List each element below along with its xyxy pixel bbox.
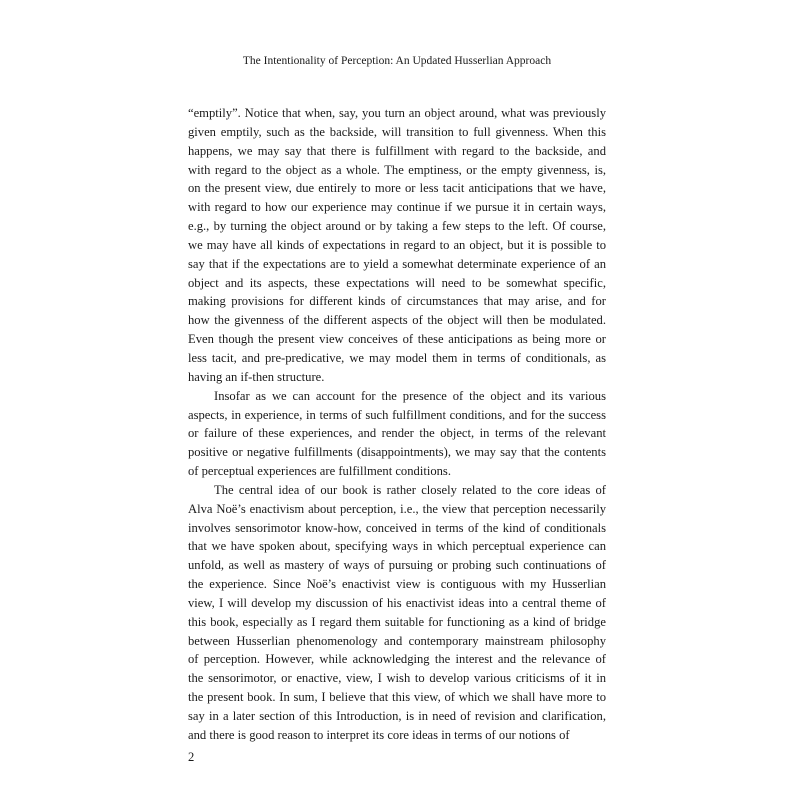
text-line: the present book. In sum, I believe that this view, of which we shall have more to	[188, 690, 606, 705]
text-line: object and its aspects, these expectations will need to be somewhat specific,	[188, 275, 606, 290]
page-number: 2	[188, 750, 195, 764]
text-line: say in a later section of this Introduction, is in need of revision and clarification,	[188, 709, 606, 723]
text-line: between Husserlian phenomenology and contemporary mainstream philosophy	[188, 633, 606, 648]
text-line: given emptily, such as the backside, will transition to full givenness. When this	[188, 124, 606, 139]
text-line: Insofar as we can account for the presence of the object and its various	[214, 388, 606, 403]
text-line: say that if the expectations are to yield a somewhat determinate experience of an	[188, 256, 606, 271]
text-line: The central idea of our book is rather closely related to the core ideas of	[214, 482, 606, 497]
text-line: and there is good reason to interpret its core ideas in terms of our notions of	[188, 727, 570, 742]
text-line: the sensorimotor, or enactive, view, I wish to develop various criticisms of it in	[188, 671, 606, 686]
text-line: the experience. Since Noë’s enactivist view is contiguous with my Husserlian	[188, 577, 606, 592]
page-body	[188, 104, 606, 745]
text-line: Alva Noë’s enactivism about perception, i.e., the view that perception necessarily	[188, 501, 606, 516]
paragraph	[188, 104, 606, 387]
running-head: The Intentionality of Perception: An Updated Husserlian Approach	[242, 55, 552, 67]
text-line: happens, we may say that there is fulfillment with regard to the backside, and	[188, 143, 606, 158]
text-line: having an if-then structure.	[188, 369, 325, 384]
text-line: aspects, in experience, in terms of such fulfillment conditions, and for the success	[188, 407, 606, 422]
paragraph	[188, 387, 606, 481]
text-line: or failure of these experiences, and render the object, in terms of the relevant	[188, 426, 606, 441]
text-line: Even though the present view conceives of these anticipations as being more or	[188, 332, 606, 347]
text-line: how the givenness of the different aspects of the object will then be modulated.	[188, 313, 606, 328]
text-line: view, I will develop my discussion of his enactivist ideas into a central theme of	[188, 595, 606, 610]
text-line: on the present view, due entirely to more or less tacit anticipations that we have,	[188, 181, 606, 196]
text-line: involves sensorimotor know‐how, conceived in terms of the kind of conditionals	[188, 520, 606, 535]
text-line: making provisions for different kinds of circumstances that may arise, and for	[188, 294, 606, 309]
paragraph	[188, 481, 606, 745]
text-line: that we have spoken about, specifying ways in which perceptual experience can	[188, 539, 606, 554]
text-line: we may have all kinds of expectations in regard to an object, but it is possible to	[188, 237, 606, 252]
text-line: unfold, as well as mastery of ways of pursuing or probing such continuations of	[188, 558, 606, 573]
text-line: of perception. However, while acknowledging the interest and the relevance of	[188, 652, 606, 667]
text-line: of perceptual experiences are fulfillment conditions.	[188, 464, 451, 479]
text-line: “emptily”. Notice that when, say, you turn an object around, what was previously	[188, 106, 606, 120]
text-line: positive or negative fulfillments (disappointments), we may say that the contents	[188, 445, 606, 460]
text-line: this book, especially as I regard them suitable for functioning as a kind of bridge	[188, 614, 606, 629]
text-line: with regard to the object as a whole. The emptiness, or the empty givenness, is,	[188, 162, 606, 177]
text-line: e.g., by turning the object around or by taking a few steps to the left. Of course,	[188, 219, 606, 234]
text-line: with regard to how our experience may continue if we pursue it in certain ways,	[188, 200, 606, 215]
text-line: less tacit, and pre‐predicative, we may model them in terms of conditionals, as	[188, 350, 606, 365]
